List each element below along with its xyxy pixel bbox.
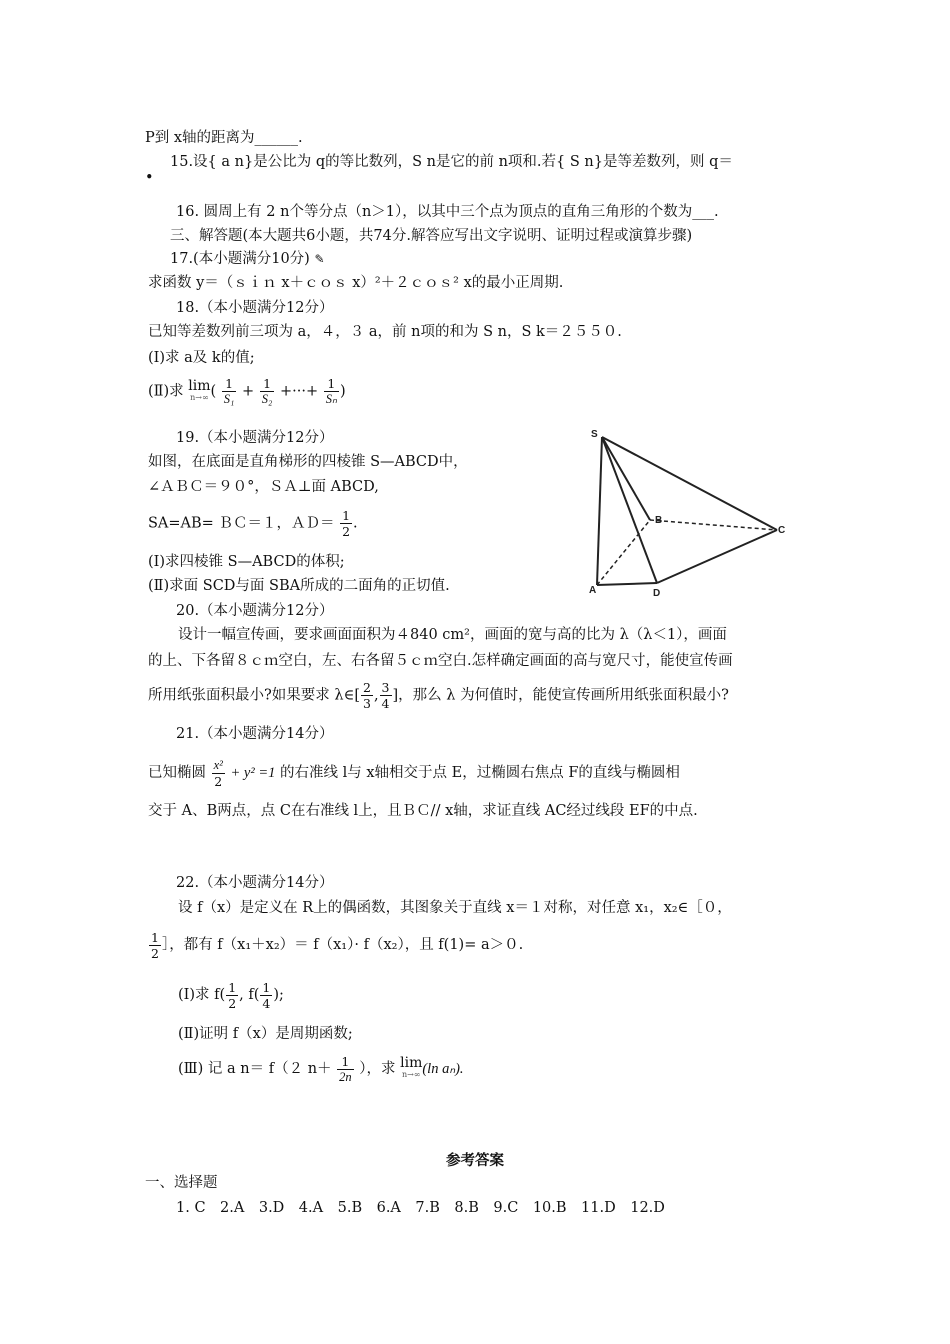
problem-19-body1: 如图，在底面是直角梯形的四棱锥 S—ABCD中， bbox=[148, 454, 468, 470]
problem-22-part2: (Ⅱ)证明 f（x）是周期函数; bbox=[178, 1026, 353, 1042]
problem-21-body1: 已知椭圆 $\frac{\text{x²}}{2}$ + y² =1 的右准线 l与 x轴相交于点 E，过椭圆右焦点 F的直线与椭圆相 bbox=[148, 757, 680, 789]
edge-sd bbox=[602, 437, 657, 583]
frac-quarter-f: $\frac{1}{4}$ bbox=[262, 979, 271, 1011]
frac-half-start: $\frac{1}{2}$ bbox=[151, 929, 159, 961]
edge-sa bbox=[597, 437, 602, 585]
frac-1-s1: $\frac{1}{\text{S₁}}$ bbox=[223, 376, 235, 406]
limit-operator-2: lim n→∞ bbox=[400, 1055, 423, 1079]
answers-row: 1. C 2.A 3.D 4.A 5.B 6.A 7.B 8.B 9.C 10.B 11.D 12.D bbox=[176, 1200, 665, 1216]
problem-16: 16. 圆周上有 2 n个等分点（n＞1），以其中三个点为顶点的直角三角形的个数为___. bbox=[176, 204, 719, 220]
label-c: C bbox=[778, 525, 786, 536]
problem-22-body2: $\frac{1}{2}$ ］，都有 f（x₁＋x₂）＝ f（x₁）· f（x₂），且 f(1)= a＞０. bbox=[151, 929, 524, 961]
edge-ab bbox=[597, 520, 650, 585]
problem-20-body1: 设计一幅宣传画，要求画面面积为４840 cm²，画面的宽与高的比为 λ（λ＜1），画面 bbox=[178, 627, 727, 643]
problem-20-body3: 所用纸张面积最小?如果要求 λ∈[ $\frac{2}{3}$ , $\frac{3}{4}$ ]，那么 λ 为何值时，能使宣传画所用纸张面积最小? bbox=[148, 680, 729, 711]
frac-2-3: $\frac{2}{3}$ bbox=[362, 680, 371, 711]
label-b: B bbox=[655, 515, 663, 526]
problem-22-part3: (Ⅲ) 记 a n＝ f（２ n＋ $\frac{1}{2n}$ ），求 lim n→∞ (ln aₙ). bbox=[178, 1053, 464, 1084]
problem-19-part1: (Ⅰ)求四棱锥 S—ABCD的体积; bbox=[148, 554, 345, 570]
problem-22-body1: 设 f（x）是定义在 R上的偶函数，其图象关于直线 x＝１对称，对任意 x₁，x₂∈［０， bbox=[178, 900, 732, 916]
frac-1-2n: $\frac{1}{2n}$ bbox=[339, 1053, 352, 1084]
label-d: D bbox=[653, 588, 661, 599]
limit-operator: lim n→∞ bbox=[188, 377, 211, 402]
problem-18-body: 已知等差数列前三项为 a，４，３ a，前 n项的和为 S n，S k＝２５５０. bbox=[148, 324, 622, 340]
problem-22-title: 22.（本小题满分14分） bbox=[176, 875, 334, 891]
dot-mark: • bbox=[145, 170, 154, 186]
problem-18-part2: (Ⅱ)求 lim n→∞ ( $\frac{1}{\text{S₁}}$ + $\frac{1}{\text{S₂}}$ +···+ $\frac{1}{\text{Sₙ}}$ ) bbox=[148, 376, 346, 406]
problem-18-part1: (Ⅰ)求 a及 k的值; bbox=[148, 350, 255, 366]
problem-21-body2: 交于 A、B两点，点 C在右准线 l上，且ＢＣ// x轴，求证直线 AC经过线段 EF的中点. bbox=[148, 803, 698, 819]
frac-half-f: $\frac{1}{2}$ bbox=[228, 979, 237, 1011]
frac-1-sn: $\frac{1}{\text{Sₙ}}$ bbox=[325, 376, 337, 406]
text-line-p-distance: P到 x轴的距离为______. bbox=[145, 130, 303, 146]
edge-dc bbox=[657, 530, 777, 583]
part2-label: (Ⅱ)求 bbox=[148, 383, 184, 400]
section-3-heading: 三、解答题(本大题共6小题，共74分.解答应写出文字说明、证明过程或演算步骤) bbox=[170, 228, 693, 244]
problem-22-part1: (Ⅰ)求 f( $\frac{1}{2}$ , f( $\frac{1}{4}$ ); bbox=[178, 979, 284, 1011]
problem-20-title: 20.（本小题满分12分） bbox=[176, 603, 334, 619]
problem-19-title: 19.（本小题满分12分） bbox=[176, 430, 334, 446]
problem-19-body2: ∠ＡＢＣ＝９０°，ＳＡ⊥面 ABCD, bbox=[148, 479, 379, 495]
frac-x2-2: $\frac{\text{x²}}{2}$ bbox=[213, 757, 223, 789]
problem-17-title bbox=[170, 249, 325, 269]
answers-heading: 参考答案 bbox=[446, 1153, 504, 1169]
problem-17-body: 求函数 y＝（ｓｉｎ x＋ｃｏｓ x）²＋２ｃｏｓ² x的最小正周期. bbox=[148, 275, 564, 291]
problem-20-body2: 的上、下各留８ｃｍ空白，左、右各留５ｃｍ空白.怎样确定画面的高与宽尺寸，能使宣传画 bbox=[148, 653, 733, 669]
problem-19-part2: (Ⅱ)求面 SCD与面 SBA所成的二面角的正切值. bbox=[148, 578, 450, 594]
problem-15: 15.设{ a n}是公比为 q的等比数列，S n是它的前 n项和.若{ S n}是等差数列，则 q＝ bbox=[170, 154, 733, 170]
frac-one-half: $\frac{1}{2}$ bbox=[342, 508, 351, 539]
problem-17-label: 17.(本小题满分10分) bbox=[170, 251, 310, 267]
edge-ad bbox=[597, 583, 657, 585]
problem-18-title: 18.（本小题满分12分） bbox=[176, 300, 334, 316]
pen-icon: ✎ bbox=[314, 252, 325, 266]
edge-bc bbox=[650, 520, 777, 530]
frac-1-s2: $\frac{1}{\text{S₂}}$ bbox=[261, 376, 273, 406]
frac-3-4: $\frac{3}{4}$ bbox=[381, 680, 390, 711]
answers-section-1: 一、选择题 bbox=[145, 1175, 218, 1191]
pyramid-figure bbox=[585, 425, 795, 600]
problem-19-body3: SA=AB= ＢＣ＝１，ＡＤ＝ $\frac{1}{2}$ . bbox=[148, 508, 358, 539]
label-a: A bbox=[589, 585, 597, 596]
problem-21-title: 21.（本小题满分14分） bbox=[176, 726, 334, 742]
label-s: S bbox=[591, 429, 598, 440]
